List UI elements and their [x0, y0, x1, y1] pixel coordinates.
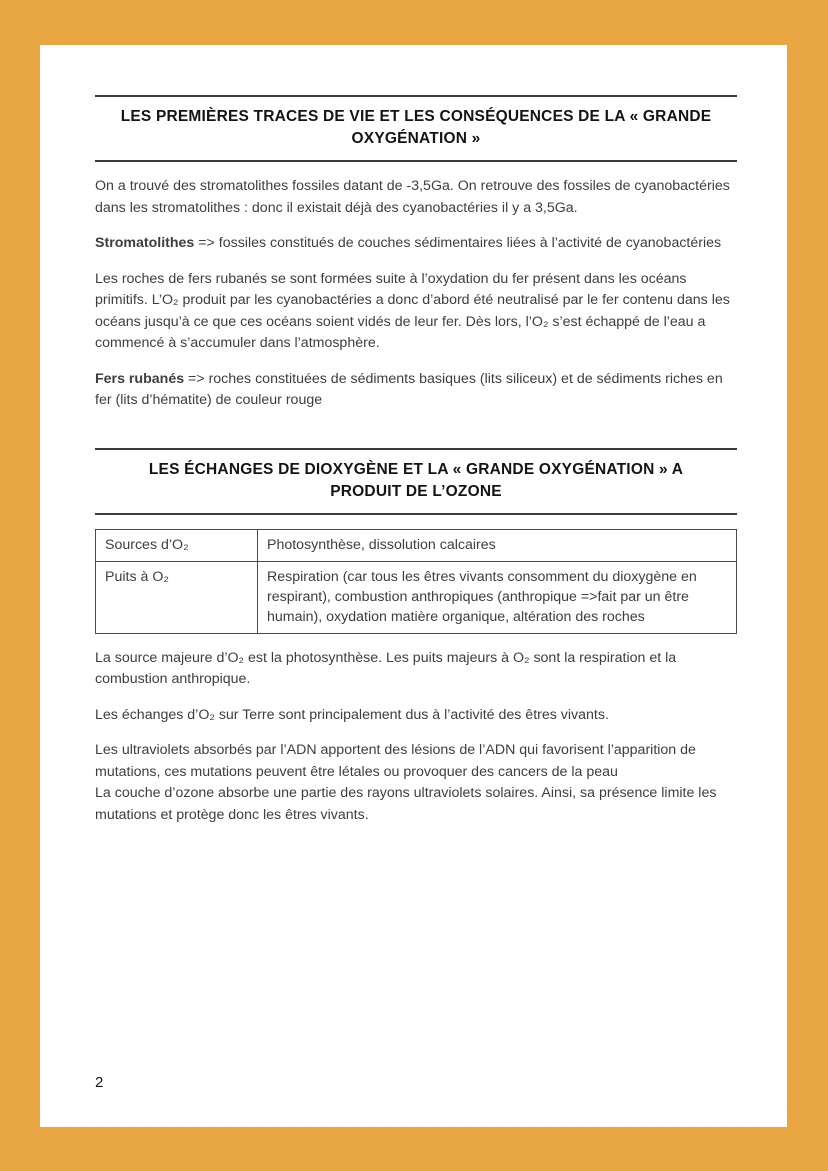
definition-text-fers-rubanes: => roches constituées de sédiments basiques (lits siliceux) et de sédiments riches en fer (lits d’hématite) de couleur rouge [95, 370, 723, 408]
table-row-puits [96, 561, 737, 633]
section-title-premieres-traces: LES PREMIÈRES TRACES DE VIE ET LES CONSÉQUENCES DE LA « GRANDE OXYGÉNATION » [95, 95, 737, 162]
paragraph-stromatolithes-fossiles: On a trouvé des stromatolithes fossiles datant de -3,5Ga. On retrouve des fossiles de cyanobactéries dans les stromatolithes : donc il existait déjà des cyanobactéries il y a 3,5Ga. [95, 178, 730, 216]
paragraph-echanges-terre: Les échanges d’O₂ sur Terre sont principalement dus à l’activité des êtres vivants. [95, 706, 609, 723]
o2-sources-sinks-table [95, 529, 737, 634]
table-cell-label: Puits à O₂ [96, 561, 258, 633]
paragraph-uv-ozone [95, 740, 737, 826]
definition-stromatolithes [95, 233, 737, 255]
definition-text-stromatolithes: => fossiles constitués de couches sédimentaires liées à l’activité de cyanobactéries [194, 235, 722, 251]
section-title-echanges-dioxygene: LES ÉCHANGES DE DIOXYGÈNE ET LA « GRANDE OXYGÉNATION » A PRODUIT DE L’OZONE [95, 448, 737, 515]
paragraph-fers-rubanes-formation: Les roches de fers rubanés se sont formées suite à l’oxydation du fer présent dans les océans primitifs. L’O₂ produit par les cyanobactéries a donc d’abord été neutralisé par le fer contenu dans les océans jusqu’à ce que ces océans soient vidés de leur fer. Dès lors, l’O₂ s’est échappé de l’eau a commencé à s’accumuler dans l’atmosphère. [95, 270, 730, 351]
table-row-sources [96, 529, 737, 561]
uv-ozone-line2: La couche d’ozone absorbe une partie des rayons ultraviolets solaires. Ainsi, sa présence limite les mutations et protège donc les êtres vivants. [95, 785, 717, 823]
definition-term-fers-rubanes: Fers rubanés [95, 370, 185, 387]
document-page [40, 45, 787, 1127]
table-cell-value: Photosynthèse, dissolution calcaires [258, 529, 737, 561]
page-number: 2 [95, 1074, 104, 1091]
paragraph-source-majeure: La source majeure d’O₂ est la photosynthèse. Les puits majeurs à O₂ sont la respiration et la combustion anthropique. [95, 649, 677, 687]
definition-term-stromatolithes: Stromatolithes [95, 235, 195, 251]
table-cell-label: Sources d’O₂ [96, 529, 258, 561]
definition-fers-rubanes [95, 369, 737, 412]
table-cell-value: Respiration (car tous les êtres vivants consomment du dioxygène en respirant), combustion anthropiques (anthropique =>fait par un être humain), oxydation matière organique, altération des roches [258, 561, 737, 633]
uv-ozone-line1: Les ultraviolets absorbés par l’ADN apportent des lésions de l’ADN qui favorisent l’apparition de mutations, ces mutations peuvent être létales ou provoquer des cancers de la peau [95, 742, 696, 780]
